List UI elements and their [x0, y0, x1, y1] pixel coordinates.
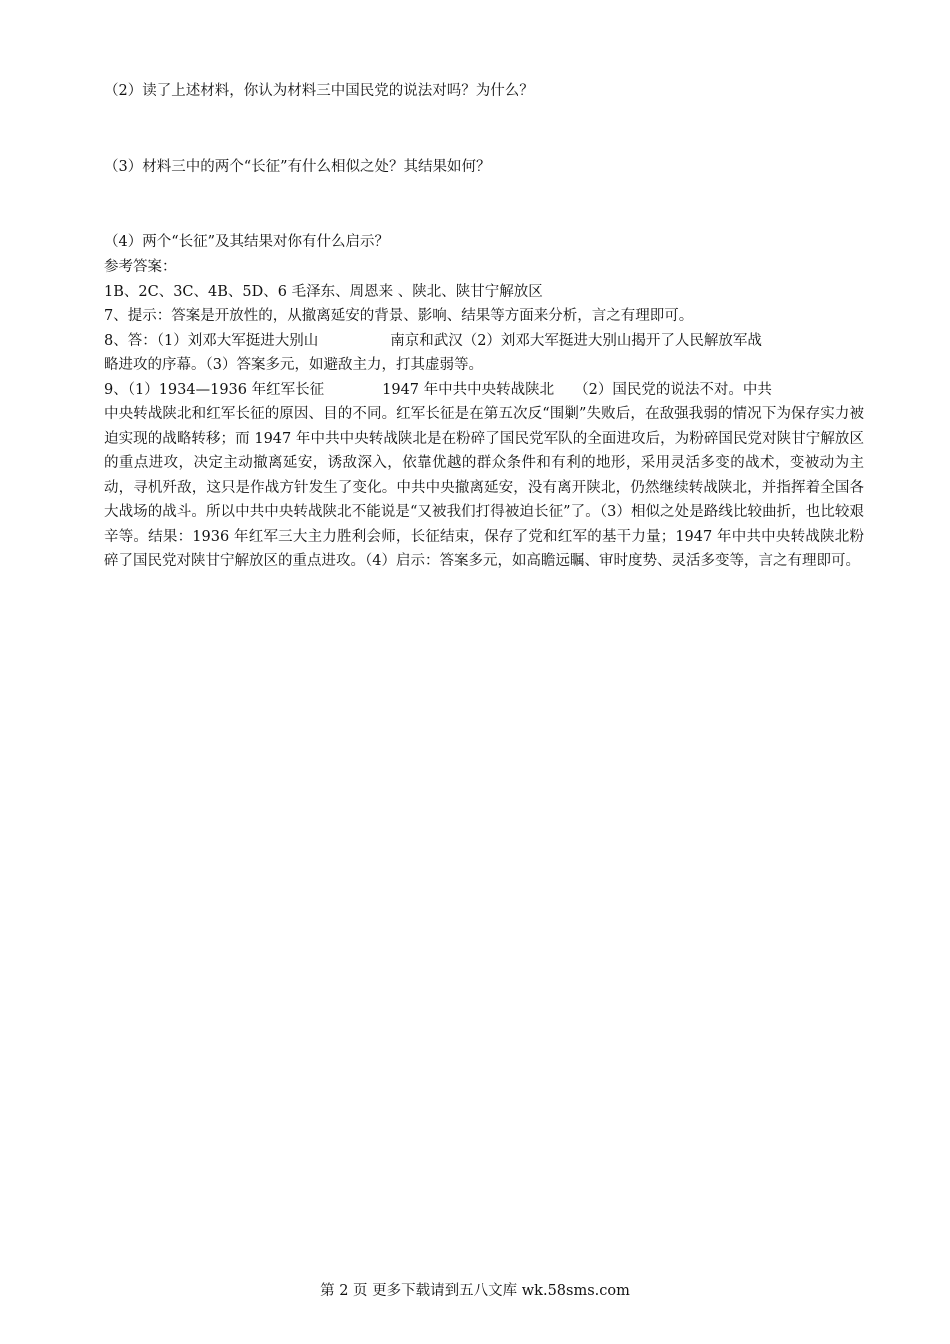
question-3: （3）材料三中的两个“长征”有什么相似之处？其结果如何？ — [104, 159, 491, 175]
answer-9-part-3: （2）国民党的说法不对。中共 — [574, 382, 772, 398]
answer-8-line-1 — [104, 329, 864, 353]
answer-9-part-2: 1947 年中共中央转战陕北 — [382, 382, 555, 398]
answer-8-line-2: 略进攻的序幕。（3）答案多元，如避敌主力，打其虚弱等。 — [104, 357, 483, 373]
answer-7: 7、提示：答案是开放性的，从撤离延安的背景、影响、结果等方面来分析，言之有理即可。 — [104, 308, 694, 324]
answer-8-part-1: 8、答：（1）刘邓大军挺进大别山 — [104, 333, 319, 349]
answer-1-6: 1B、2C、3C、4B、5D、6 毛泽东、周恩来 、陕北、陕甘宁解放区 — [104, 284, 543, 300]
answer-9-line-1 — [104, 378, 864, 402]
answer-9-body: 中央转战陕北和红军长征的原因、目的不同。红军长征是在第五次反“围剿”失败后，在敌强我弱的情况下为保存实力被迫实现的战略转移；而 1947 年中共中央转战陕北是在粉碎了国民党军队的全面进攻后，为粉碎国民党对陕甘宁解放区的重点进攻，决定主动撤离延安，诱敌深入，依靠优越的群众条件和有利的地形，采用灵活多变的战术，变被动为主动，寻机歼敌，这只是作战方针发生了变化。中共中央撤离延安，没有离开陕北，仍然继续转战陕北，并指挥着全国各大战场的战斗。所以中共中央转战陕北不能说是“又被我们打得被迫长征”了。（3）相似之处是路线比较曲折，也比较艰辛等。结果：1936 年红军三大主力胜利会师，长征结束，保存了党和红军的基干力量；1947 年中共中央转战陕北粉碎了国民党对陕甘宁解放区的重点进攻。（4）启示：答案多元，如高瞻远瞩、审时度势、灵活多变等，言之有理即可。 — [104, 406, 864, 569]
question-4: （4）两个“长征”及其结果对你有什么启示？ — [104, 234, 390, 250]
answers-heading: 参考答案： — [104, 259, 177, 275]
page-footer: 第 2 页 更多下载请到五八文库 wk.58sms.com — [320, 1283, 630, 1299]
answer-9-part-1: 9、（1）1934—1936 年红军长征 — [104, 382, 325, 398]
answer-8-part-2: 南京和武汉（2）刘邓大军挺进大别山揭开了人民解放军战 — [390, 333, 762, 349]
question-2: （2）读了上述材料，你认为材料三中国民党的说法对吗？为什么？ — [104, 83, 534, 99]
